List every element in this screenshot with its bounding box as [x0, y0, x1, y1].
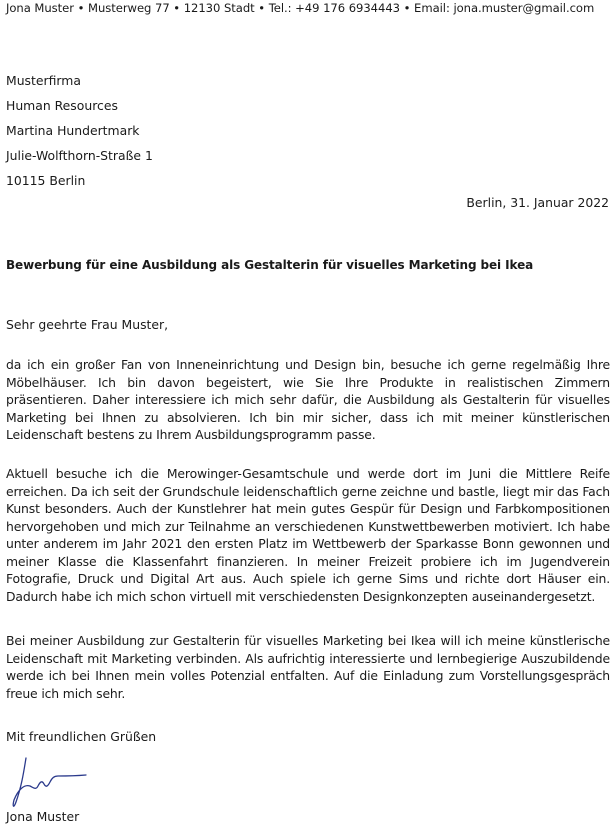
recipient-city: 10115 Berlin	[6, 173, 86, 188]
salutation: Sehr geehrte Frau Muster,	[6, 317, 169, 332]
body-paragraph-3: Bei meiner Ausbildung zur Gestalterin für visuelles Marketing bei Ikea will ich meine künstlerische Leidenschaft mit Marketing verbinden. Als aufrichtig interessierte und lernbegierige Auszubildende werde ich bei Ihnen mein volles Potenzial entfalten. Auf die Einladung zum Vorstellungsgespräch freue ich mich sehr.	[6, 633, 610, 701]
letter-date: Berlin, 31. Januar 2022	[466, 195, 609, 210]
signature-name: Jona Muster	[6, 809, 80, 824]
body-paragraph-2: Aktuell besuche ich die Merowinger-Gesamtschule und werde dort im Juni die Mittlere Reife erreichen. Da ich seit der Grundschule leidenschaftlich gerne zeichne und bastle, liegt mir das Fach Kunst besonders. Auch der Kunstlehrer hat mein gutes Gespür für Design und Farbkompositionen hervorgehoben und mich zur Teilnahme an verschiedenen Kunstwettbewerben motiviert. Ich habe unter anderem im Jahr 2021 den ersten Platz im Wettbewerb der Sparkasse Bonn gewonnen und meiner Klasse die Klassenfahrt finanzieren. In meiner Freizeit probiere ich im Jugendverein Fotografie, Druck und Digital Art aus. Auch spiele ich gerne Sims und richte dort Häuser ein. Dadurch habe ich mich schon virtuell mit verschiedensten Designkonzepten auseinandergesetzt.	[6, 466, 610, 604]
recipient-contact: Martina Hundertmark	[6, 123, 140, 138]
body-paragraph-1: da ich ein großer Fan von Inneneinrichtung und Design bin, besuche ich gerne regelmäßig Ihre Möbelhäuser. Ich bin davon begeistert, wie Sie Ihre Produkte in realistischen Zimmern präsentieren. Daher interessiere ich mich sehr dafür, die Ausbildung als Gestalterin für visuelles Marketing bei Ihnen zu absolvieren. Ich bin mir sicher, dass ich mit meiner künstlerischen Leidenschaft bestens zu Ihrem Ausbildungsprogramm passe.	[6, 357, 610, 442]
recipient-department: Human Resources	[6, 98, 118, 113]
recipient-address	[6, 72, 153, 197]
recipient-street: Julie-Wolfthorn-Straße 1	[6, 148, 153, 163]
closing-greeting: Mit freundlichen Grüßen	[6, 729, 157, 744]
recipient-company: Musterfirma	[6, 73, 81, 88]
signature-graphic	[4, 750, 104, 810]
signature-stroke	[13, 758, 86, 806]
letter-subject: Bewerbung für eine Ausbildung als Gestalterin für visuelles Marketing bei Ikea	[6, 258, 534, 272]
sender-header: Jona Muster • Musterweg 77 • 12130 Stadt • Tel.: +49 176 6934443 • Email: jona.muster@gmail.com	[6, 1, 595, 15]
